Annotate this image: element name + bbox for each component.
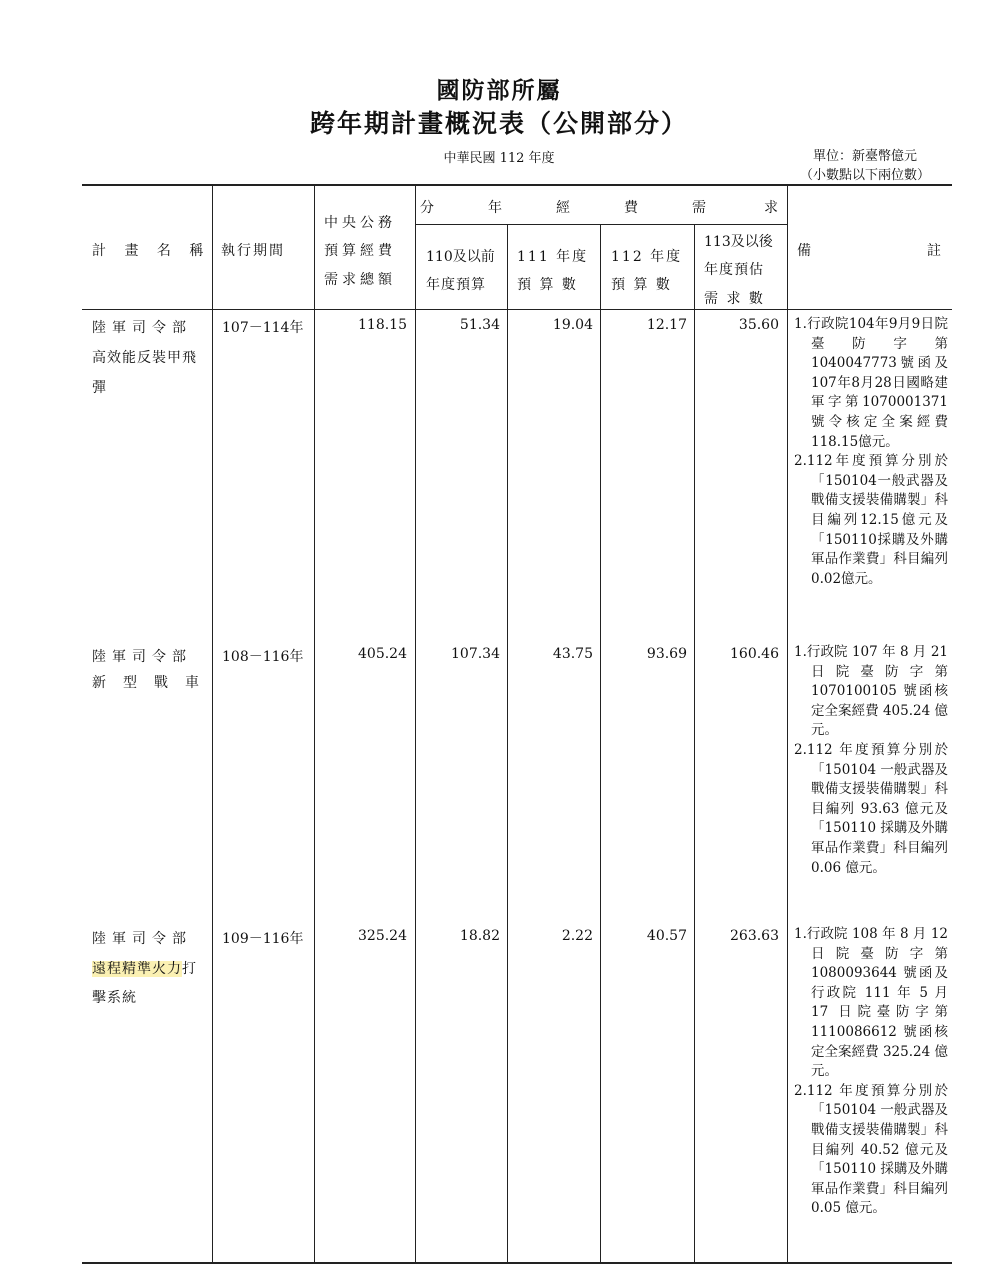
project-name-line: 擊系統 [92,990,137,1006]
col-divider [694,225,695,1262]
project-name-rest: 打 [182,961,197,977]
header-y110-line-2: 年度預算 [426,277,486,293]
header-y110-line-1: 110及以前 [426,249,495,265]
header-y113-line-1: 113及以後 [704,234,773,250]
header-total-line-2: 預算經費 [324,243,396,259]
remarks [794,315,948,589]
budget-y112: 93.69 [646,646,687,662]
project-name-line: 彈 [92,380,106,396]
remark-item: 2.112年度預算分別於「150104一般武器及戰備支援裝備購製」科目編列12.15億元及「150110採購及外購軍品作業費」科目編列0.02億元。 [794,453,948,587]
highlighted-text: 遠程精準火力 [92,961,182,977]
project-period: 109－116年 [222,931,304,947]
header-yearly-char: 需 [692,200,706,216]
header-total-line-1: 中央公務 [324,215,396,231]
budget-y113: 263.63 [730,928,779,944]
table-bottom-rule [82,1262,952,1264]
remark-item: 1.行政院 107 年 8 月 21 日院臺防字第 1070100105 號函核定全案經費 405.24 億元。 [794,644,948,739]
header-y111-line-1: 111 年度 [517,249,589,265]
header-yearly-char: 年 [488,200,502,216]
budget-y110: 107.34 [451,646,500,662]
budget-y113: 35.60 [738,317,779,333]
col-divider [787,185,788,1262]
document-subtitle: 跨年期計畫概況表（公開部分） [309,109,688,138]
project-period: 107－114年 [222,320,304,336]
total-budget: 325.24 [358,928,407,944]
header-total-line-3: 需求總額 [324,272,396,288]
currency-unit-note [790,147,940,185]
remark-item: 2.112 年度預算分別於「150104 一般武器及戰備支援裝備購製」科目編列 40.52 億元及「150110 採購及外購軍品作業費」科目編列 0.05 億元。 [794,1082,948,1217]
project-name-line: 陸軍司令部 [92,320,192,336]
col-divider [415,185,416,1262]
header-yearly-char: 分 [420,200,434,216]
budget-y110: 18.82 [459,928,500,944]
col-divider [212,185,213,1262]
total-budget: 405.24 [358,646,407,662]
header-remarks-left: 備 [797,243,811,259]
header-y113-line-3: 需 求 數 [704,291,765,307]
header-y112-line-1: 112 年度 [611,249,683,265]
header-y111-line-2: 預 算 數 [517,277,578,293]
header-remarks-right: 註 [927,243,941,259]
budget-y112: 40.57 [646,928,687,944]
budget-y111: 43.75 [552,646,593,662]
header-yearly-char: 經 [556,200,570,216]
header-project-name: 計 畫 名 稱 [92,243,211,259]
col-divider [507,225,508,1262]
header-yearly-char: 費 [624,200,638,216]
project-name-line: 陸軍司令部 [92,649,192,665]
budget-y113: 160.46 [730,646,779,662]
project-name-line [92,958,197,978]
budget-y111: 19.04 [552,317,593,333]
fiscal-year-label: 中華民國 112 年度 [443,151,555,166]
yearly-group-rule [415,224,787,225]
project-period: 108－116年 [222,649,304,665]
unit-line-2: （小數點以下兩位數） [799,168,930,183]
remark-item: 1.行政院104年9月9日院臺防字第1040047773號函及107年8月28日國略建軍字第1070001371號令核定全案經費118.15億元。 [794,316,948,450]
project-name-line: 陸軍司令部 [92,931,192,947]
unit-line-1: 單位：新臺幣億元 [812,149,917,164]
remarks [794,643,948,878]
header-y112-line-2: 預 算 數 [611,277,672,293]
document-title: 國防部所屬 [436,77,562,104]
header-y113-line-2: 年度預估 [704,262,764,278]
budget-y111: 2.22 [561,928,593,944]
header-period: 執行期間 [221,243,285,259]
project-name-line: 高效能反裝甲飛 [92,350,197,366]
budget-y110: 51.34 [459,317,500,333]
remarks [794,925,948,1219]
header-yearly-char: 求 [764,200,778,216]
col-divider [314,185,315,1262]
remark-item: 2.112 年度預算分別於「150104 一般武器及戰備支援裝備購製」科目編列 93.63 億元及「150110 採購及外購軍品作業費」科目編列 0.06 億元。 [794,741,948,876]
col-divider [600,225,601,1262]
remark-item: 1.行政院 108 年 8 月 12 日院臺防字第 1080093644 號函及行政院 111 年 5 月 17 日院臺防字第 1110086612 號函核定全案經費 325.24 億元。 [794,926,948,1080]
project-name-line: 新型戰車 [92,675,216,691]
budget-y112: 12.17 [646,317,687,333]
total-budget: 118.15 [358,317,407,333]
